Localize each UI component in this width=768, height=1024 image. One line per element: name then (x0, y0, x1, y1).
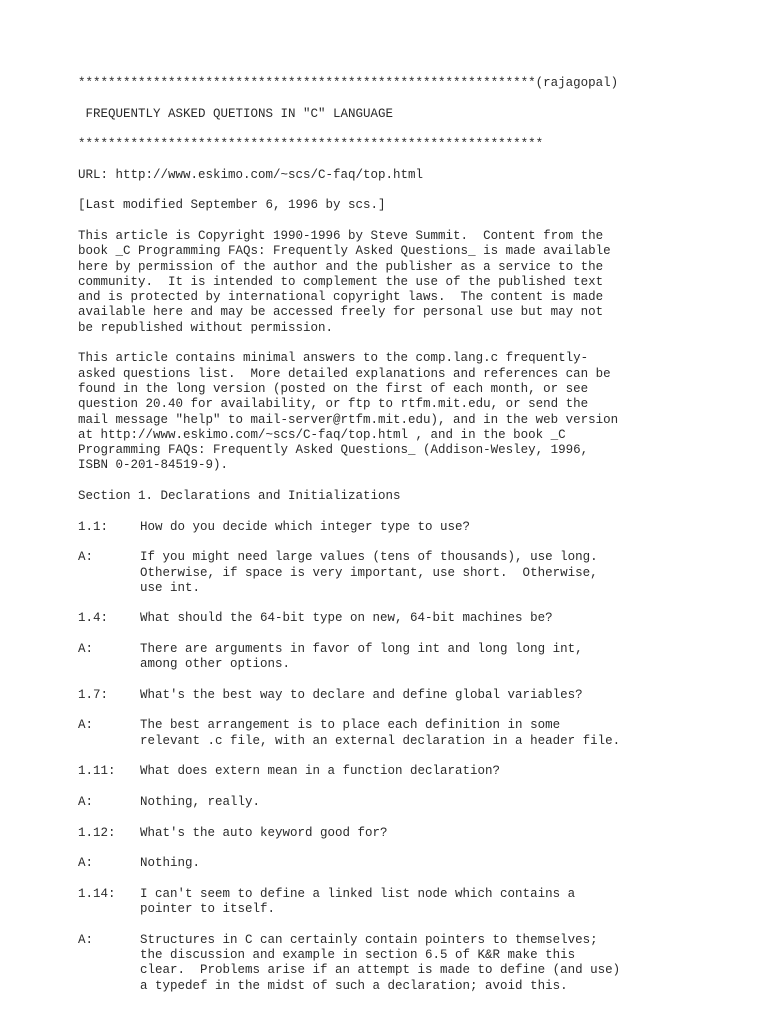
question-number: 1.14: (78, 886, 116, 901)
faq-question (78, 826, 758, 841)
faq-answer (78, 933, 758, 994)
answer-label: A: (78, 718, 94, 733)
intro-line: at http://www.eskimo.com/~scs/C-faq/top.html , and in the book _C (78, 427, 566, 442)
source-url: URL: http://www.eskimo.com/~scs/C-faq/top.html (78, 167, 424, 182)
question-number: 1.1: (78, 519, 109, 534)
header-stars: ************************************************************** (78, 137, 544, 152)
answer-label: A: (78, 641, 94, 656)
question-text: How do you decide which integer type to use? (140, 519, 471, 534)
question-text: What does extern mean in a function declaration? (140, 764, 501, 779)
answer-text: clear. Problems arise if an attempt is made to define (and use) (140, 963, 621, 978)
section-heading: Section 1. Declarations and Initializations (78, 489, 401, 504)
answer-label: A: (78, 550, 94, 565)
intro-paragraph (78, 351, 758, 473)
faq-question (78, 688, 758, 703)
copyright-line: here by permission of the author and the publisher as a service to the (78, 259, 604, 274)
answer-label: A: (78, 794, 94, 809)
answer-text: There are arguments in favor of long int and long long int, (140, 641, 583, 656)
answer-text: The best arrangement is to place each definition in some (140, 718, 561, 733)
question-number: 1.7: (78, 687, 109, 702)
copyright-paragraph (78, 229, 758, 336)
intro-line: question 20.40 for availability, or ftp to rtfm.mit.edu, or send the (78, 397, 589, 412)
faq-answer (78, 642, 758, 673)
intro-line: asked questions list. More detailed explanations and references can be (78, 366, 611, 381)
faq-question (78, 611, 758, 626)
copyright-line: community. It is intended to complement the use of the published text (78, 274, 604, 289)
answer-text: the discussion and example in section 6.5 of K&R make this (140, 947, 576, 962)
question-number: 1.12: (78, 825, 116, 840)
answer-text: relevant .c file, with an external declaration in a header file. (140, 733, 621, 748)
answer-text: Structures in C can certainly contain pointers to themselves; (140, 932, 598, 947)
question-number: 1.4: (78, 611, 109, 626)
copyright-line: be republished without permission. (78, 320, 334, 335)
answer-text: use int. (140, 580, 201, 595)
answer-text: If you might need large values (tens of thousands), use long. (140, 550, 598, 565)
answer-text: a typedef in the midst of such a declaration; avoid this. (140, 978, 568, 993)
intro-line: ISBN 0-201-84519-9). (78, 458, 229, 473)
header-stars-author: *************************************************************(rajagopal) (78, 76, 619, 90)
intro-line: Programming FAQs: Frequently Asked Questions_ (Addison-Wesley, 1996, (78, 443, 589, 458)
question-number: 1.11: (78, 764, 116, 779)
faq-question (78, 520, 758, 535)
faq-answer (78, 795, 758, 810)
faq-document (78, 76, 758, 994)
last-modified: [Last modified September 6, 1996 by scs.] (78, 198, 386, 213)
copyright-line: This article is Copyright 1990-1996 by Steve Summit. Content from the (78, 228, 604, 243)
question-text: What should the 64-bit type on new, 64-bit machines be? (140, 611, 553, 626)
faq-answer (78, 718, 758, 749)
answer-text: Otherwise, if space is very important, use short. Otherwise, (140, 565, 598, 580)
question-text: What's the auto keyword good for? (140, 825, 388, 840)
answer-text: Nothing. (140, 856, 201, 871)
question-text: What's the best way to declare and define global variables? (140, 687, 583, 702)
question-text: I can't seem to define a linked list node which contains a (140, 886, 576, 901)
copyright-line: book _C Programming FAQs: Frequently Asked Questions_ is made available (78, 244, 611, 259)
copyright-line: and is protected by international copyright laws. The content is made (78, 290, 604, 305)
document-title: FREQUENTLY ASKED QUETIONS IN "C" LANGUAGE (78, 106, 394, 121)
answer-text: among other options. (140, 657, 291, 672)
faq-question (78, 887, 758, 918)
answer-label: A: (78, 932, 94, 947)
intro-line: found in the long version (posted on the first of each month, or see (78, 381, 589, 396)
answer-label: A: (78, 856, 94, 871)
copyright-line: available here and may be accessed freely for personal use but may not (78, 305, 604, 320)
faq-question (78, 764, 758, 779)
intro-line: mail message "help" to mail-server@rtfm.mit.edu), and in the web version (78, 412, 619, 427)
faq-answer (78, 550, 758, 596)
answer-text: Nothing, really. (140, 794, 261, 809)
faq-answer (78, 856, 758, 871)
intro-line: This article contains minimal answers to the comp.lang.c frequently- (78, 351, 589, 366)
question-text: pointer to itself. (140, 902, 276, 917)
